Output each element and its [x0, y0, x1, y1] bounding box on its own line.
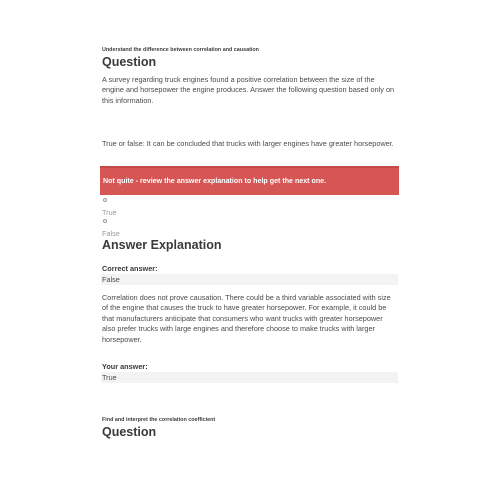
question-title: Question: [102, 55, 157, 69]
your-answer-label: Your answer:: [102, 362, 148, 371]
question-prompt: A survey regarding truck engines found a positive correlation between the size of the engine and horsepower the engine produces. Answer the following question based only on this information.: [102, 75, 395, 105]
feedback-banner: [100, 166, 399, 195]
correct-answer-box: [101, 274, 398, 285]
question2-topic: Find and interpret the correlation coefficient: [102, 417, 216, 423]
correct-answer-label: Correct answer:: [102, 264, 158, 273]
your-answer-box: [101, 372, 398, 383]
question-topic: Understand the difference between correlation and causation: [102, 47, 259, 53]
explanation-title: Answer Explanation: [102, 238, 222, 252]
option-label-false[interactable]: False: [102, 229, 120, 238]
your-answer-value: True: [102, 373, 117, 382]
question-statement: True or false: It can be concluded that trucks with larger engines have greater horsepower.: [102, 139, 394, 148]
question2-title: Question: [102, 425, 157, 439]
radio-true[interactable]: [103, 198, 107, 202]
explanation-body: Correlation does not prove causation. There could be a third variable associated with size of the engine that causes the truck to have greater horsepower. For example, it could be that manufacturers anticipate that consumers who want trucks with greater horsepower also prefer trucks with large engines and therefore choose to make trucks with larger horsepower.: [102, 293, 391, 344]
feedback-text: Not quite - review the answer explanation to help get the next one.: [103, 177, 327, 185]
option-label-true[interactable]: True: [102, 208, 117, 217]
radio-false[interactable]: [103, 219, 107, 223]
correct-answer-value: False: [102, 275, 120, 284]
